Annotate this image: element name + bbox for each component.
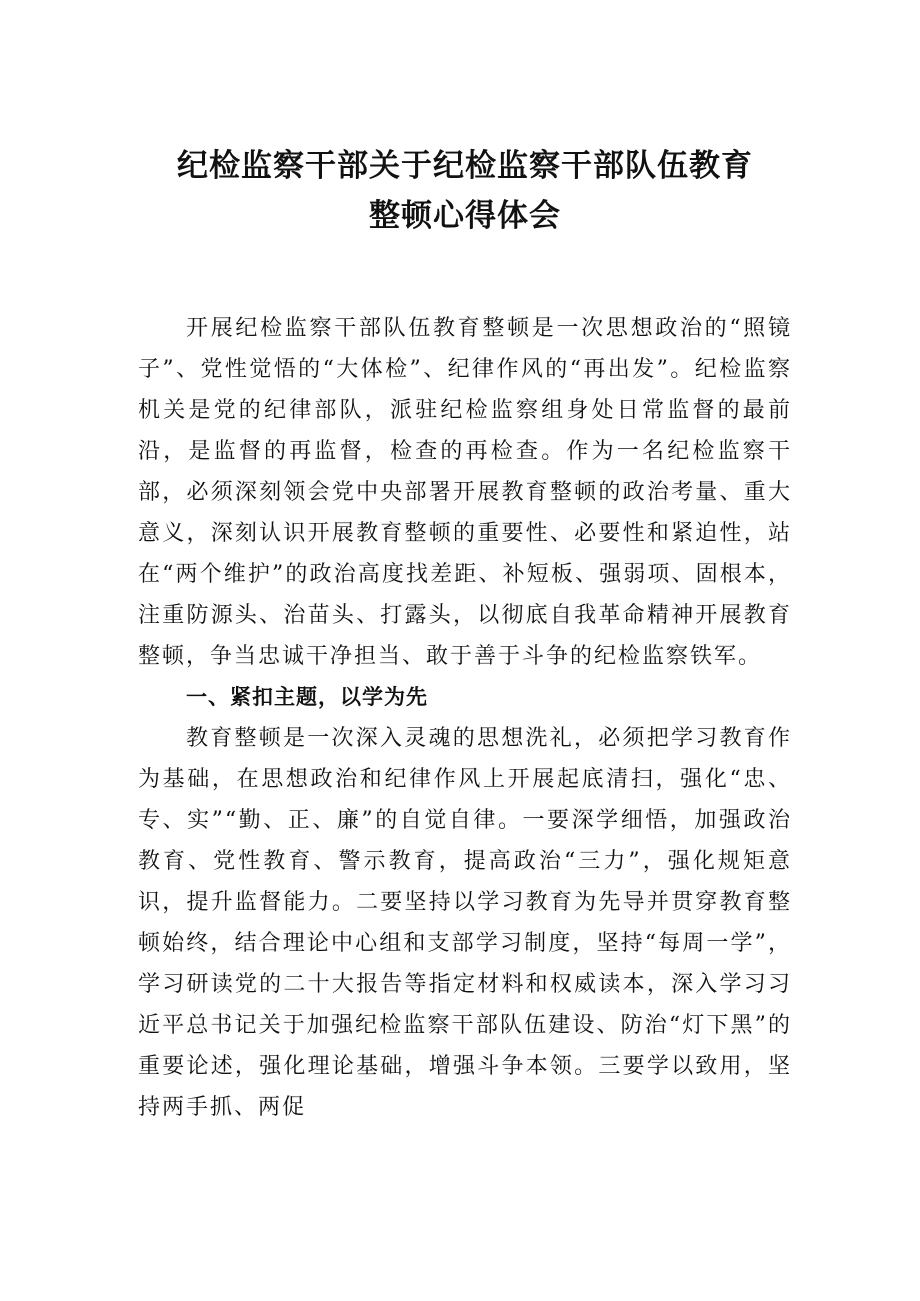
paragraph-section-1: 教育整顿是一次深入灵魂的思想洗礼，必须把学习教育作为基础，在思想政治和纪律作风上开展起底清扫，强化“忠、专、实”“勤、正、廉”的自觉自律。一要深学细悟，加强政治教育、党性教育、警示教育，提高政治“三力”，强化规矩意识，提升监督能力。二要坚持以学习教育为先导并贯穿教育整顿始终，结合理论中心组和支部学习制度，坚持“每周一学”，学习研读党的二十大报告等指定材料和权威读本，深入学习习近平总书记关于加强纪检监察干部队伍建设、防治“灯下黑”的重要论述，强化理论基础，增强斗争本领。三要学以致用，坚持两手抓、两促 (138, 726, 792, 1120)
paragraph-intro: 开展纪检监察干部队伍教育整顿是一次思想政治的“照镜子”、党性觉悟的“大体检”、纪律作风的“再出发”。纪检监察机关是党的纪律部队，派驻纪检监察组身处日常监督的最前沿，是监督的再监督，检查的再检查。作为一名纪检监察干部，必须深刻领会党中央部署开展教育整顿的政治考量、重大意义，深刻认识开展教育整顿的重要性、必要性和紧迫性，站在“两个维护”的政治高度找差距、补短板、强弱项、固根本，注重防源头、治苗头、打露头，以彻底自我革命精神开展教育整顿，争当忠诚干净担当、敢于善于斗争的纪检监察铁军。 (138, 316, 792, 669)
title-line-1: 纪检监察干部关于纪检监察干部队伍教育 (177, 148, 753, 184)
section-heading-1: 一、紧扣主题，以学为先 (186, 685, 428, 709)
document-title (138, 141, 792, 241)
document-body (138, 308, 792, 1128)
title-line-2: 整顿心得体会 (369, 198, 561, 234)
